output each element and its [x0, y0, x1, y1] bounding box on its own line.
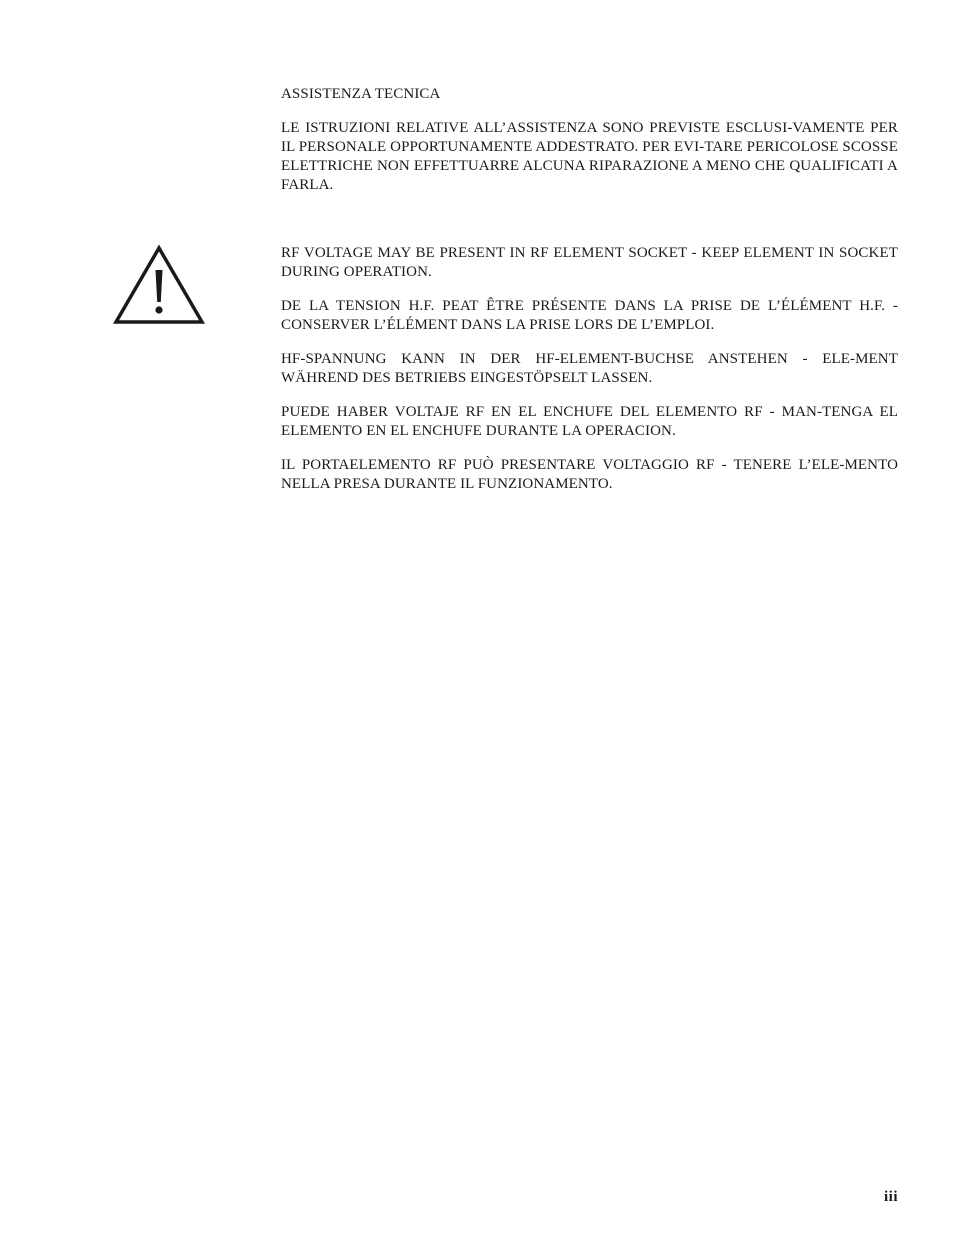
warning-italian: IL PORTAELEMENTO RF PUÒ PRESENTARE VOLTAGGIO RF - TENERE L’ELE-MENTO NELLA PRESA DURANTE IL FUNZIONAMENTO. — [281, 457, 898, 492]
warning-spanish: PUEDE HABER VOLTAJE RF EN EL ENCHUFE DEL ELEMENTO RF - MAN-TENGA EL ELEMENTO EN EL ENCHUFE DURANTE LA OPERACION. — [281, 404, 898, 439]
service-notice-text: LE ISTRUZIONI RELATIVE ALL’ASSISTENZA SONO PREVISTE ESCLUSI-VAMENTE PER IL PERSONALE OPPORTUNAMENTE ADDESTRATO. PER EVI-TARE PERICOLOSE SCOSSE ELETTRICHE NON EFFETTUARRE ALCUNA RIPARAZIONE A MENO CHE QUALIFICATI A FARLA. — [281, 120, 898, 193]
warning-german: HF-SPANNUNG KANN IN DER HF-ELEMENT-BUCHSE ANSTEHEN - ELE-MENT WÄHREND DES BETRIEBS EINGESTÖPSELT LASSEN. — [281, 351, 898, 386]
service-notice — [281, 119, 898, 195]
rf-warning-block — [281, 244, 898, 509]
warning-french: DE LA TENSION H.F. PEAT ÊTRE PRÉSENTE DANS LA PRISE DE L’ÉLÉMENT H.F. - CONSERVER L’ÉLÉMENT DANS LA PRISE LORS DE L’EMPLOI. — [281, 298, 898, 333]
warning-english: RF VOLTAGE MAY BE PRESENT IN RF ELEMENT SOCKET - KEEP ELEMENT IN SOCKET DURING OPERATION. — [281, 245, 898, 280]
warning-triangle-icon — [112, 244, 206, 326]
service-heading-text: ASSISTENZA TECNICA — [281, 86, 441, 102]
page-number: iii — [883, 1189, 898, 1205]
service-heading — [281, 85, 898, 104]
